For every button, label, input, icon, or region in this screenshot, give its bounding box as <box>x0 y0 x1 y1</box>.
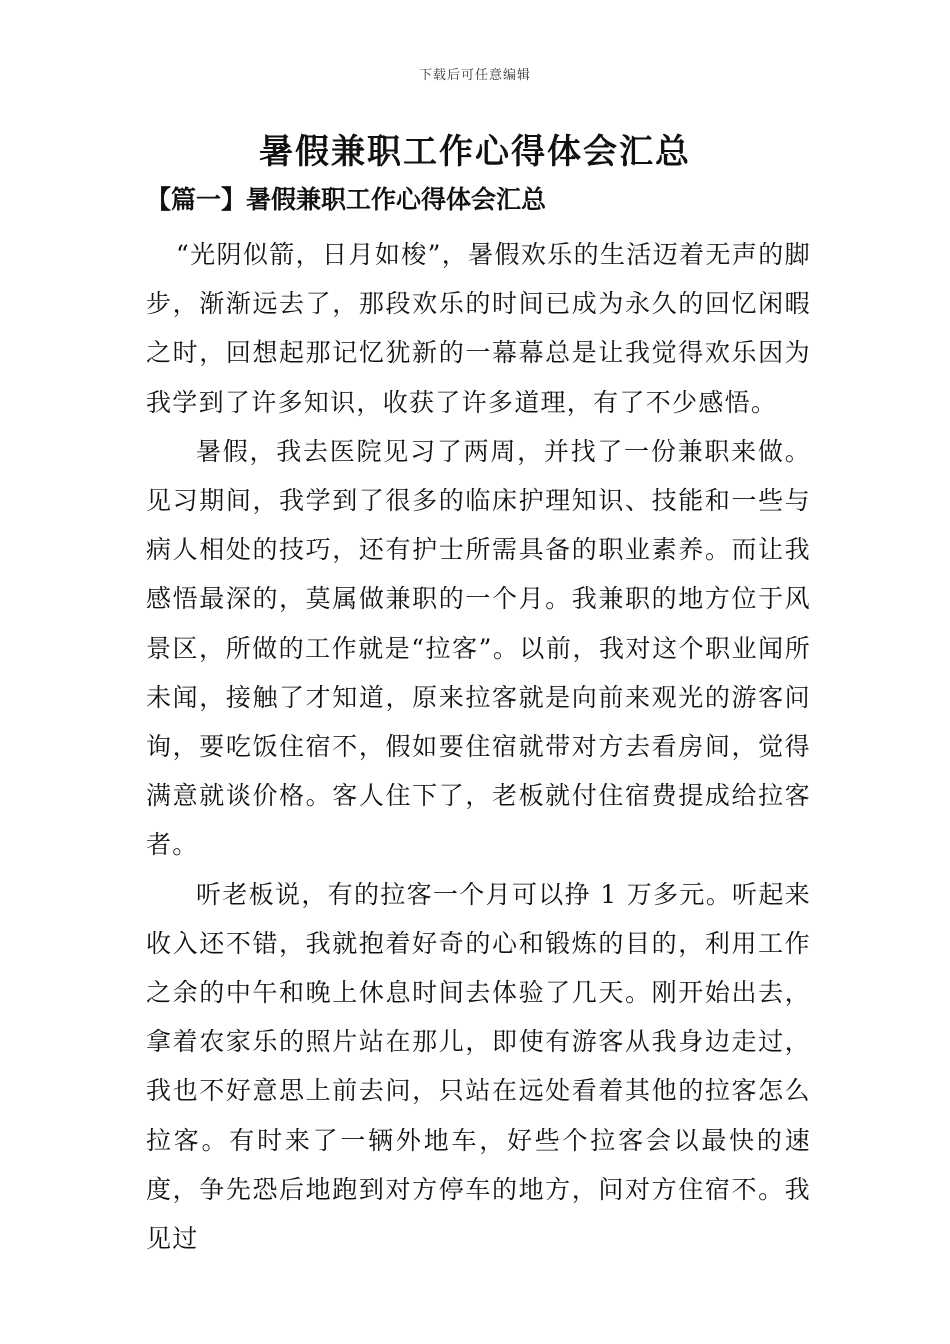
body-text <box>146 230 811 1263</box>
document-title: 暑假兼职工作心得体会汇总 <box>259 132 691 172</box>
header-note: 下载后可任意编辑 <box>418 68 531 83</box>
section-heading: 【篇一】暑假兼职工作心得体会汇总 <box>146 185 547 214</box>
paragraph-3: 听老板说，有的拉客一个月可以挣 1 万多元。听起来收入还不错，我就抱着好奇的心和锻炼的目的，利用工作之余的中午和晚上休息时间去体验了几天。刚开始出去，拿着农家乐的照片站在那儿，即使有游客从我身边走过，我也不好意思上前去问，只站在远处看着其他的拉客怎么拉客。有时来了一辆外地车，好些个拉客会以最快的速度，争先恐后地跑到对方停车的地方，问对方住宿不。我见过 <box>146 879 811 1254</box>
paragraph-1: “光阴似箭，日月如梭”，暑假欢乐的生活迈着无声的脚步，渐渐远去了，那段欢乐的时间已成为永久的回忆闲暇之时，回想起那记忆犹新的一幕幕总是让我觉得欢乐因为我学到了许多知识，收获了许多道理，有了不少感悟。 <box>146 240 811 417</box>
paragraph-2: 暑假，我去医院见习了两周，并找了一份兼职来做。见习期间，我学到了很多的临床护理知识、技能和一些与病人相处的技巧，还有护士所需具备的职业素养。而让我感悟最深的，莫属做兼职的一个月。我兼职的地方位于风景区，所做的工作就是“拉客”。以前，我对这个职业闻所未闻，接触了才知道，原来拉客就是向前来观光的游客问询，要吃饭住宿不，假如要住宿就带对方去看房间，觉得满意就谈价格。客人住下了，老板就付住宿费提成给拉客者。 <box>146 436 811 860</box>
